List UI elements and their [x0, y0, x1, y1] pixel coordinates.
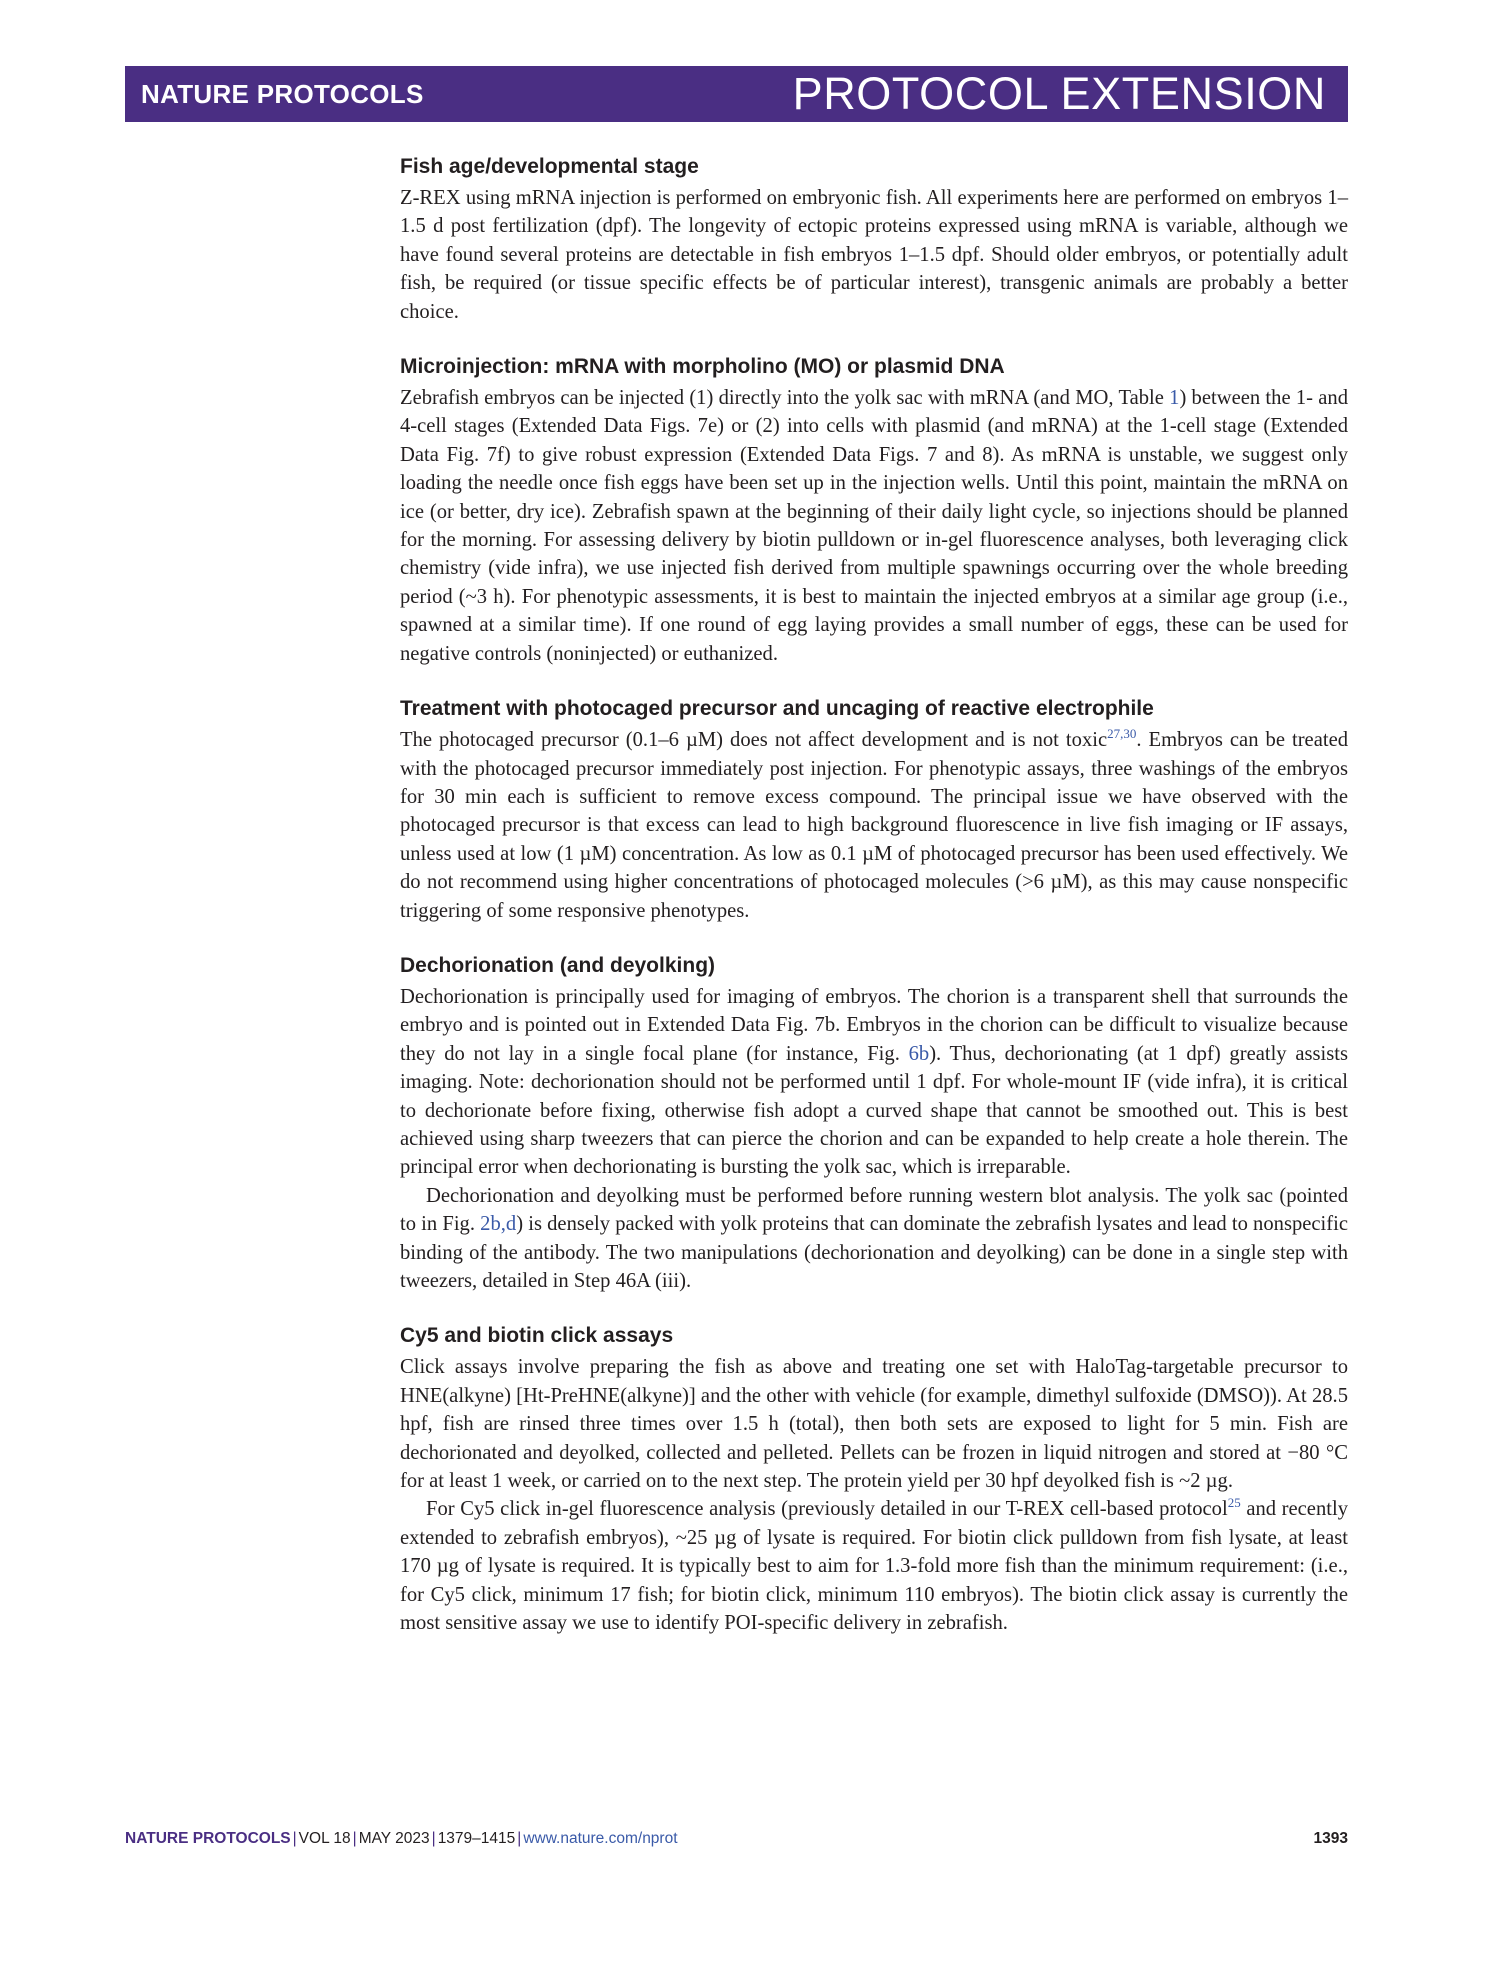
figure-ref-link[interactable]: 6b	[908, 1042, 930, 1065]
section-heading: Fish age/developmental stage	[400, 155, 699, 178]
paragraph	[400, 983, 1348, 1182]
footer-separator: |	[431, 1830, 436, 1847]
paragraph-text: and recently extended to zebrafish embryos), ~25 µg of lysate is required. For biotin click pulldown from fish lysate, at least 170 µg of lysate is required. It is typically best to aim for 1.3-fold more fish than the minimum requirement: (i.e., for Cy5 click, minimum 17 fish; for biotin click, minimum 110 embryos). The biotin click assay is currently the most sensitive assay we use to identify POI-specific delivery in zebrafish.	[400, 1498, 1348, 1635]
paragraph-text: The photocaged precursor (0.1–6 µM) does not affect development and is not toxic	[400, 729, 1108, 752]
paragraph-text: Dechorionation is principally used for imaging of embryos. The chorion is a transparent shell that surrounds the embryo and is pointed out in Extended Data Fig. 7b. Embryos in the chorion can be difficult to visualize because they do not lay in a single focal plane (for instance, Fig.	[400, 985, 1348, 1065]
paragraph-text: For Cy5 click in-gel fluorescence analysis (previously detailed in our T-REX cell-based protocol	[426, 1498, 1228, 1521]
paragraph-text: ). Thus, dechorionating (at 1 dpf) greatly assists imaging. Note: dechorionation should not be performed until 1 dpf. For whole-mount IF (vide infra), it is critical to dechorionate before fixing, otherwise fish adopt a curved shape that cannot be smoothed out. This is best achieved using sharp tweezers that can pierce the chorion and can be expanded to help create a hole therein. The principal error when dechorionating is bursting the yolk sac, which is irreparable.	[400, 1042, 1348, 1179]
section-heading: Dechorionation (and deyolking)	[400, 953, 716, 977]
figure-ref-link[interactable]: 2b,d	[480, 1213, 517, 1236]
table-ref-link[interactable]: 1	[1169, 387, 1180, 410]
section-dechorionation	[400, 952, 1348, 1295]
page-footer	[125, 1830, 1348, 1854]
paragraph-text: . Embryos can be treated with the photocaged precursor immediately post injection. For phenotypic assays, three washings of the embryos for 30 min each is sufficient to remove excess compound. The principal issue we have observed with the photocaged precursor is that excess can lead to high background fluorescence in live fish imaging or IF assays, unless used at low (1 µM) concentration. As low as 0.1 µM of photocaged precursor has been used effectively. We do not recommend using higher concentrations of photocaged molecules (>6 µM), as this may cause nonspecific triggering of some responsive phenotypes.	[400, 729, 1349, 922]
section-click-assays	[400, 1322, 1348, 1637]
paragraph-text: ) between the 1- and 4-cell stages (Extended Data Figs. 7e) or (2) into cells with plasmid (and mRNA) at the 1-cell stage (Extended Data Fig. 7f) to give robust expression (Extended Data Figs. 7 and 8). As mRNA is unstable, we suggest only loading the needle once fish eggs have been set up in the injection wells. Until this point, maintain the mRNA on ice (or better, dry ice). Zebrafish spawn at the beginning of their daily light cycle, so injections should be planned for the morning. For assessing delivery by biotin pulldown or in-gel fluorescence analyses, both leveraging click chemistry (vide infra), we use injected fish derived from multiple spawnings occurring over the whole breeding period (~3 h). For phenotypic assessments, it is best to maintain the injected embryos at a similar age group (i.e., spawned at a similar time). If one round of egg laying provides a small number of eggs, these can be used for negative controls (noninjected) or euthanized.	[400, 387, 1348, 665]
paragraph	[400, 1495, 1348, 1637]
section-photocaged-precursor	[400, 695, 1348, 925]
journal-header-bar	[125, 66, 1348, 122]
paragraph: Z-REX using mRNA injection is performed on embryonic fish. All experiments here are performed on embryos 1–1.5 d post fertilization (dpf). The longevity of ectopic proteins expressed using mRNA is variable, although we have found several proteins are detectable in fish embryos 1–1.5 dpf. Should older embryos, or potentially adult fish, be required (or tissue specific effects be of particular interest), transgenic animals are probably a better choice.	[400, 187, 1348, 323]
footer-separator: |	[352, 1830, 357, 1847]
article-type: PROTOCOL EXTENSION	[792, 68, 1326, 119]
paragraph-text: ) is densely packed with yolk proteins that can dominate the zebrafish lysates and lead to nonspecific binding of the antibody. The two manipulations (dechorionation and deyolking) can be done in a single step with tweezers, detailed in Step 46A (iii).	[400, 1213, 1348, 1292]
paragraph	[400, 726, 1348, 925]
footer-pages: 1379–1415	[437, 1830, 516, 1847]
footer-url-link[interactable]: www.nature.com/nprot	[523, 1830, 678, 1847]
citation-ref-link[interactable]: 25	[1227, 1495, 1241, 1511]
footer-date: MAY 2023	[358, 1830, 430, 1847]
footer-journal: NATURE PROTOCOLS	[125, 1830, 291, 1847]
page-number: 1393	[1313, 1830, 1348, 1847]
section-heading: Cy5 and biotin click assays	[400, 1324, 674, 1348]
journal-name: NATURE PROTOCOLS	[141, 79, 424, 109]
section-microinjection	[400, 353, 1348, 668]
paragraph: Click assays involve preparing the fish as above and treating one set with HaloTag-targetable precursor to HNE(alkyne) [Ht-PreHNE(alkyne)] and the other with vehicle (for example, dimethyl sulfoxide (DMSO)). At 28.5 hpf, fish are rinsed three times over 1.5 h (total), then both sets are exposed to light for 5 min. Fish are dechorionated and deyolked, collected and pelleted. Pellets can be frozen in liquid nitrogen and stored at −80 °C for at least 1 week, or carried on to the next step. The protein yield per 30 hpf deyolked fish is ~2 µg.	[400, 1356, 1348, 1493]
section-fish-age	[400, 153, 1348, 326]
paragraph	[400, 384, 1348, 668]
paragraph-text: Dechorionation and deyolking must be performed before running western blot analysis. The yolk sac (pointed to in Fig.	[400, 1184, 1348, 1236]
citation-ref-link[interactable]: 27,30	[1107, 726, 1137, 742]
footer-separator: |	[292, 1830, 297, 1847]
paragraph-text: Zebrafish embryos can be injected (1) directly into the yolk sac with mRNA (and MO, Table	[400, 387, 1170, 410]
footer-citation	[125, 1830, 678, 1848]
footer-separator: |	[517, 1830, 522, 1847]
article-body	[400, 153, 1348, 1637]
section-heading: Treatment with photocaged precursor and uncaging of reactive electrophile	[400, 697, 1154, 721]
paragraph	[400, 1182, 1348, 1296]
footer-volume: VOL 18	[298, 1830, 351, 1847]
section-heading: Microinjection: mRNA with morpholino (MO) or plasmid DNA	[400, 355, 1005, 379]
